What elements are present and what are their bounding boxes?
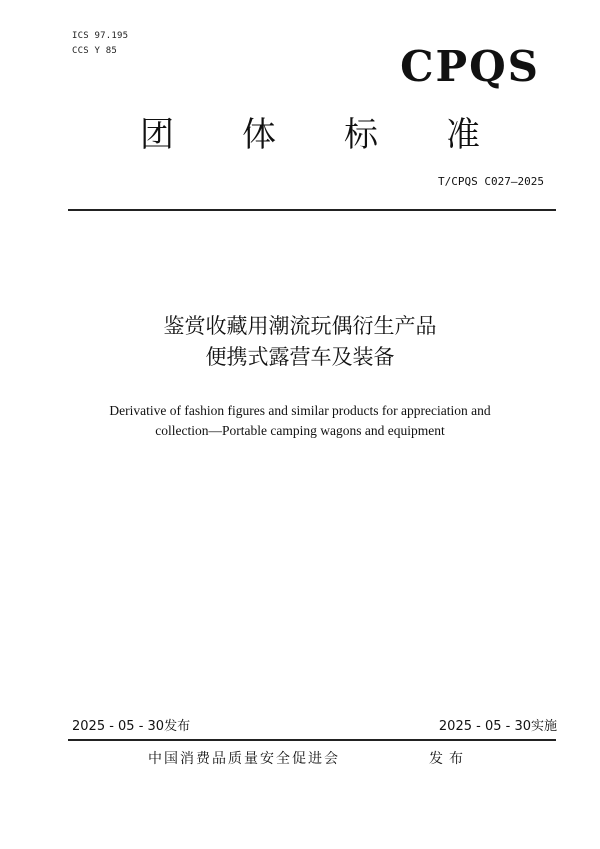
chinese-title-line-2: 便携式露营车及装备 <box>205 345 395 369</box>
top-divider <box>68 209 556 211</box>
doc-type-char: 体 <box>242 115 276 155</box>
issue-date: 2025 - 05 - 30发布 <box>72 719 191 734</box>
standard-code: T/CPQS C027—2025 <box>438 175 544 188</box>
doc-type-char: 团 <box>140 115 174 155</box>
ccs-number: CCS Y 85 <box>72 46 117 56</box>
english-title-line-1: Derivative of fashion figures and similar products for appreciation and <box>109 403 491 418</box>
doc-type-char: 标 <box>344 115 378 155</box>
implementation-date: 2025 - 05 - 30实施 <box>438 719 557 734</box>
publish-label: 发布 <box>429 751 469 767</box>
chinese-title-line-1: 鉴赏收藏用潮流玩偶衍生产品 <box>163 314 437 338</box>
ics-number: ICS 97.195 <box>72 31 129 41</box>
document-type-heading <box>140 115 480 155</box>
cpqs-logo: CPQS <box>400 42 540 91</box>
doc-type-char: 准 <box>446 115 480 155</box>
publisher-name: 中国消费品质量安全促进会 <box>148 751 340 767</box>
bottom-divider <box>68 739 556 741</box>
english-title-line-2: collection—Portable camping wagons and equipment <box>155 423 445 438</box>
